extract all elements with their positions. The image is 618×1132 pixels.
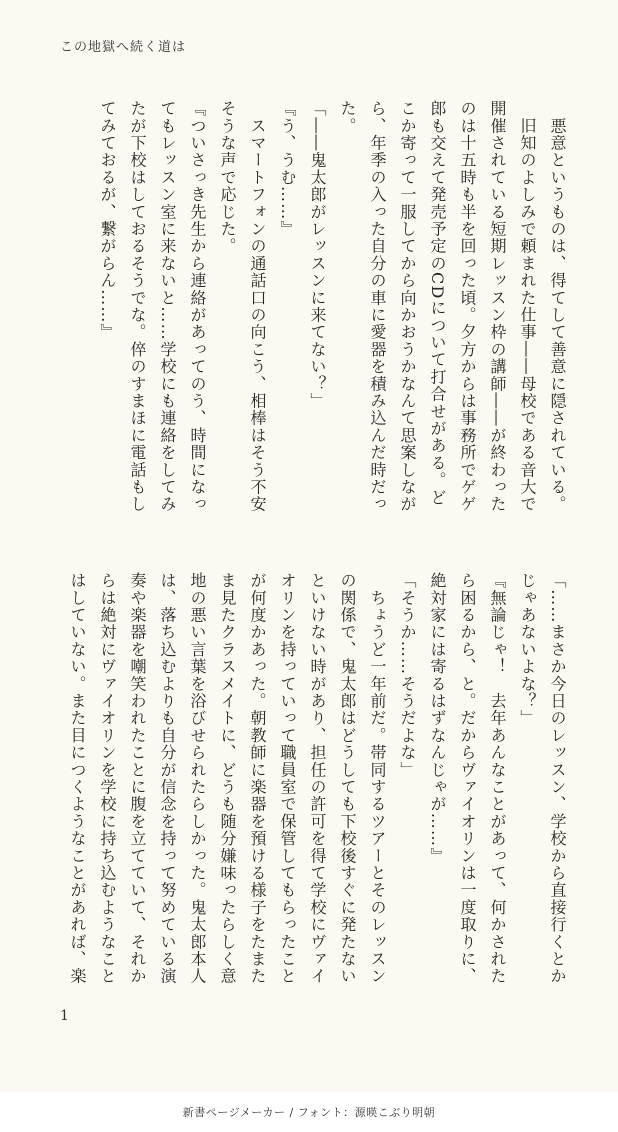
body-text-lower — [62, 572, 572, 994]
text-line: の関係で、鬼太郎はどうしても下校後すぐに発たない — [338, 572, 357, 985]
text-line: スマートフォンの通話口の向こう、相棒はそう不安 — [248, 100, 267, 513]
text-line: こか寄って一服してから向かおうかなんて思案しなが — [398, 100, 417, 513]
text-line: た。 — [338, 100, 357, 135]
text-line: ら、年季の入った自分の車に愛器を積み込んだ時だっ — [368, 100, 387, 513]
text-line: たが下校はしておるそうでな。倅のすまほに電話もし — [128, 100, 147, 513]
text-line: てみておるが、繋がらん……』 — [98, 100, 117, 341]
text-line: 『無論じゃ！ 去年あんなことがあって、何かされた — [488, 572, 507, 985]
text-line: 郎も交えて発売予定のCDについて打合せがある。ど — [428, 100, 447, 506]
page-number: 1 — [60, 1008, 69, 1024]
footer-credit: 新書ページメーカー / フォント：源暎こぶり明朝 — [182, 1106, 436, 1119]
text-line: 奏や楽器を嘲笑われたことに腹を立てていて、それか — [128, 572, 147, 985]
body-text-upper — [92, 100, 572, 540]
text-line: のは十五時も半を回った頃。夕方からは事務所でゲゲ — [458, 100, 477, 513]
text-line: 開催されている短期レッスン枠の講師――が終わった — [488, 100, 507, 513]
text-line: 「――鬼太郎がレッスンに来てない？」 — [308, 100, 327, 410]
text-line: はしていない。また目につくようなことがあれば、楽 — [68, 572, 87, 985]
running-header-title: この地獄へ続く道は — [60, 40, 187, 55]
text-line: 『ついさっき先生から連絡があってのう、時間になっ — [188, 100, 207, 513]
text-line: 悪意というものは、得てして善意に隠されている。 — [548, 100, 567, 513]
footer-bar — [0, 1092, 618, 1132]
text-line: てもレッスン室に来ないと……学校にも連絡をしてみ — [158, 100, 177, 513]
text-line: ちょうど一年前だ。帯同するツアーとそのレッスン — [368, 572, 387, 985]
text-line: は、落ち込むよりも自分が信念を持って努めている演 — [158, 572, 177, 985]
text-line: 『う、うむ……』 — [278, 100, 297, 238]
text-line: 「……まさか今日のレッスン、学校から直接行くとか — [548, 572, 567, 985]
text-line: じゃあないよな？」 — [518, 572, 537, 727]
text-line: が何度かあった。朝教師に楽器を預ける様子をたまた — [248, 572, 267, 985]
text-line: そうな声で応じた。 — [218, 100, 237, 255]
text-line: 「そうか……そうだよな」 — [398, 572, 417, 779]
text-line: 絶対家には寄るはずなんじゃが……』 — [428, 572, 447, 865]
text-line: といけない時があり、担任の許可を得て学校にヴァイ — [308, 572, 327, 985]
text-line: ら困るから、と。だからヴァイオリンは一度取りに、 — [458, 572, 477, 985]
text-line: オリンを持っていって職員室で保管してもらったこと — [278, 572, 297, 985]
text-line: らは絶対にヴァイオリンを学校に持ち込むようなこと — [98, 572, 117, 985]
text-line: ま見たクラスメイトに、どうも随分嫌味ったらしく意 — [218, 572, 237, 985]
text-line: 旧知のよしみで頼まれた仕事――母校である音大で — [518, 100, 537, 513]
text-line: 地の悪い言葉を浴びせられたらしかった。鬼太郎本人 — [188, 572, 207, 985]
